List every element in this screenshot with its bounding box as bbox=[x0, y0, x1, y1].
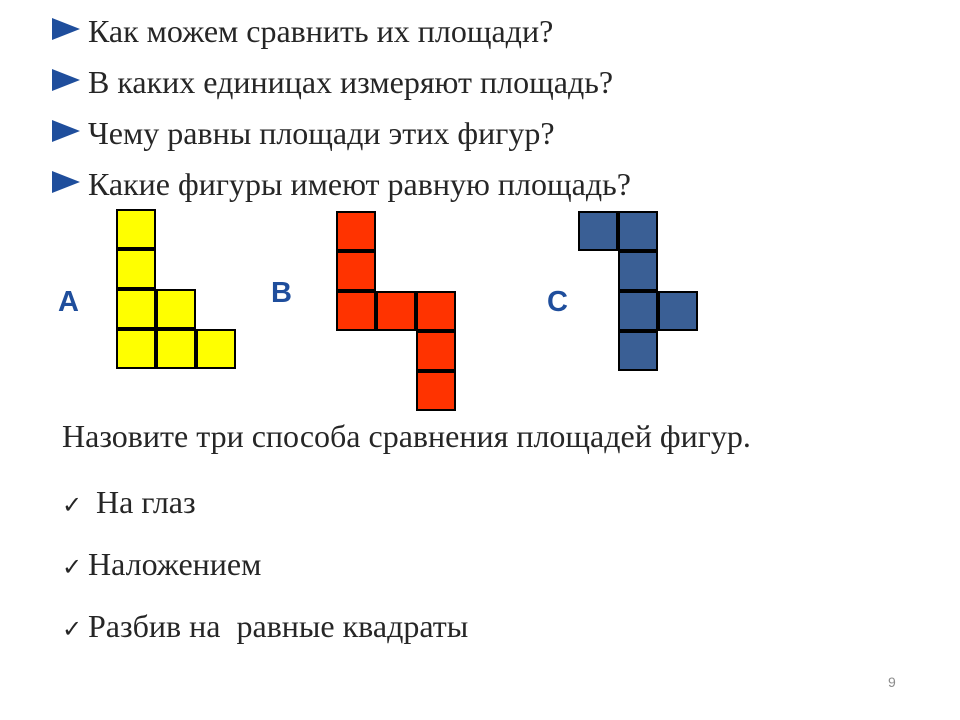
checkmark-icon: ✓ bbox=[62, 553, 83, 581]
figure-a-shape bbox=[116, 209, 237, 370]
question-item bbox=[52, 108, 631, 159]
answer-item bbox=[62, 608, 468, 645]
figure-c-square bbox=[618, 291, 658, 331]
figure-a-square bbox=[156, 329, 196, 369]
figure-a-square bbox=[116, 249, 156, 289]
figure-a-square bbox=[196, 329, 236, 369]
question-item bbox=[52, 57, 631, 108]
figure-c-shape bbox=[578, 211, 699, 372]
checkmark-icon: ✓ bbox=[62, 491, 83, 519]
figure-b-square bbox=[416, 371, 456, 411]
figure-a-square bbox=[116, 329, 156, 369]
figure-c-square bbox=[618, 331, 658, 371]
figure-b-square bbox=[336, 251, 376, 291]
figure-b-square bbox=[416, 291, 456, 331]
question-text: В каких единицах измеряют площадь? bbox=[88, 64, 614, 100]
question-item bbox=[52, 6, 631, 57]
triangle-bullet-icon bbox=[52, 69, 80, 91]
figure-a-square bbox=[156, 289, 196, 329]
triangle-bullet-icon bbox=[52, 120, 80, 142]
page-number: 9 bbox=[888, 674, 896, 690]
answer-text: Наложением bbox=[88, 546, 262, 582]
question-text: Как можем сравнить их площади? bbox=[88, 13, 554, 49]
figure-b-square bbox=[376, 291, 416, 331]
answer-text: На глаз bbox=[88, 484, 196, 520]
figure-a-square bbox=[116, 289, 156, 329]
prompt-text: Назовите три способа сравнения площадей фигур. bbox=[62, 418, 751, 454]
answer-item bbox=[62, 546, 261, 583]
question-list bbox=[52, 6, 631, 210]
figure-c-label: C bbox=[547, 286, 568, 318]
question-text: Какие фигуры имеют равную площадь? bbox=[88, 166, 631, 202]
figure-b-square bbox=[416, 331, 456, 371]
figure-b-shape bbox=[336, 211, 457, 412]
figure-c-square bbox=[618, 251, 658, 291]
figure-a-square bbox=[116, 209, 156, 249]
triangle-bullet-icon bbox=[52, 18, 80, 40]
answer-item bbox=[62, 484, 196, 521]
checkmark-icon: ✓ bbox=[62, 615, 83, 643]
figure-b-label: B bbox=[271, 277, 292, 309]
figure-c-square bbox=[618, 211, 658, 251]
figure-b-square bbox=[336, 291, 376, 331]
figure-b-square bbox=[336, 211, 376, 251]
triangle-bullet-icon bbox=[52, 171, 80, 193]
answer-text: Разбив на равные квадраты bbox=[88, 608, 469, 644]
question-item bbox=[52, 159, 631, 210]
question-text: Чему равны площади этих фигур? bbox=[88, 115, 555, 151]
figure-a-label: A bbox=[58, 286, 79, 318]
figure-c-square bbox=[578, 211, 618, 251]
figure-c-square bbox=[658, 291, 698, 331]
